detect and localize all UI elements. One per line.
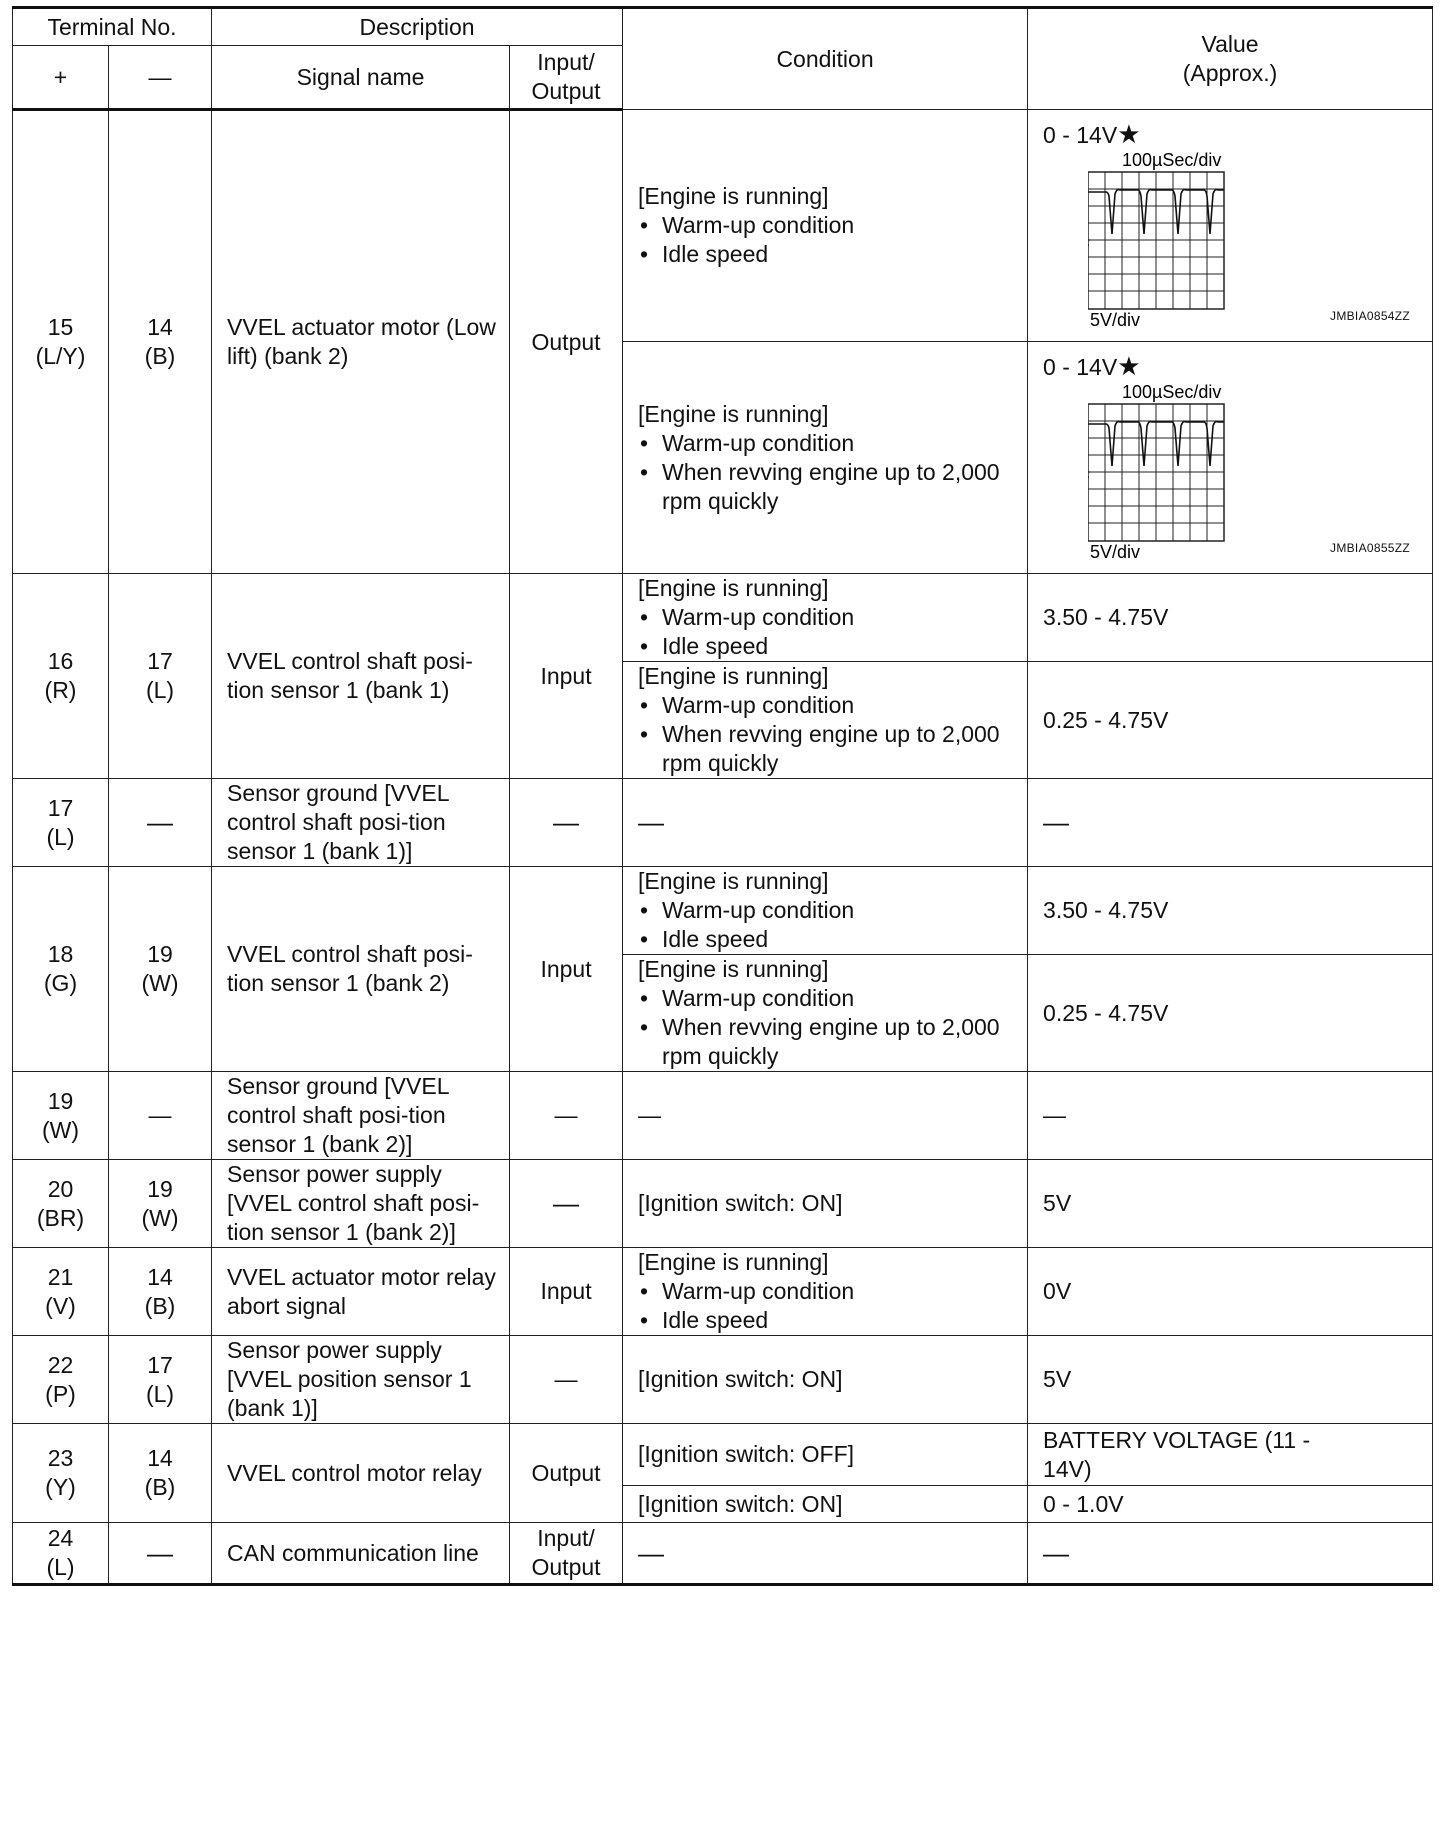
terminal-plus: 15 (L/Y) (13, 110, 109, 574)
signal-name: VVEL control shaft posi-tion sensor 1 (bank 2) (212, 867, 510, 1072)
terminal-plus: 23 (Y) (13, 1424, 109, 1523)
condition-cell: [Engine is running] • Warm-up condition • Idle speed (623, 110, 1028, 342)
io-type: Input (510, 574, 623, 779)
table-row (13, 1336, 1433, 1424)
condition-cell: [Engine is running] • Warm-up condition • Idle speed (623, 867, 1028, 955)
terminal-minus: 17 (L) (109, 574, 212, 779)
io-type: — (510, 1072, 623, 1160)
terminal-minus: — (109, 779, 212, 867)
terminal-plus: 20 (BR) (13, 1160, 109, 1248)
table-row (13, 110, 1433, 342)
value-waveform-cell (1028, 110, 1433, 342)
table-row (13, 1160, 1433, 1248)
time-div-label: 100µSec/div (1122, 384, 1222, 402)
terminal-plus: 21 (V) (13, 1248, 109, 1336)
condition-cell: [Engine is running] • Warm-up condition • Idle speed (623, 1248, 1028, 1336)
value-cell: BATTERY VOLTAGE (11 - 14V) (1028, 1424, 1433, 1486)
value-waveform-cell (1028, 342, 1433, 574)
terminal-minus: — (109, 1523, 212, 1585)
signal-name: VVEL control shaft posi-tion sensor 1 (bank 1) (212, 574, 510, 779)
header-value-line2: (Approx.) (1182, 60, 1278, 86)
io-type: Output (510, 1424, 623, 1523)
oscilloscope-waveform-2 (1088, 384, 1258, 562)
condition-cell: — (623, 1523, 1028, 1585)
value-cell: 3.50 - 4.75V (1028, 574, 1433, 662)
terminal-minus: 19 (W) (109, 867, 212, 1072)
value-cell: — (1028, 1523, 1433, 1585)
io-type: — (510, 779, 623, 867)
condition-cell: [Ignition switch: ON] (623, 1160, 1028, 1248)
value-cell: 5V (1028, 1160, 1433, 1248)
header-value (1028, 8, 1433, 110)
io-type: — (510, 1336, 623, 1424)
figure-id: JMBIA0855ZZ (1330, 541, 1411, 555)
condition-cell: [Ignition switch: ON] (623, 1336, 1028, 1424)
signal-name: VVEL actuator motor (Low lift) (bank 2) (212, 110, 510, 574)
header-plus: + (13, 46, 109, 110)
io-type: Input (510, 867, 623, 1072)
terminal-plus: 19 (W) (13, 1072, 109, 1160)
value-cell: 0 - 1.0V (1028, 1486, 1433, 1523)
value-text: 0 - 14V★ (1043, 351, 1141, 381)
terminal-plus: 18 (G) (13, 867, 109, 1072)
value-cell: 5V (1028, 1336, 1433, 1424)
condition-cell: [Ignition switch: ON] (623, 1486, 1028, 1523)
header-signal-name: Signal name (212, 46, 510, 110)
condition-cell: [Engine is running] • Warm-up condition • Idle speed (623, 574, 1028, 662)
volt-div-label: 5V/div (1090, 542, 1141, 562)
condition-cell: — (623, 779, 1028, 867)
value-cell: — (1028, 1072, 1433, 1160)
header-description: Description (212, 8, 623, 46)
header-terminal-no: Terminal No. (13, 8, 212, 46)
value-cell: — (1028, 779, 1433, 867)
signal-name: VVEL actuator motor relay abort signal (212, 1248, 510, 1336)
terminal-minus: 14 (B) (109, 110, 212, 574)
io-type: Output (510, 110, 623, 574)
value-cell: 0V (1028, 1248, 1433, 1336)
signal-name: Sensor ground [VVEL control shaft posi-tion sensor 1 (bank 2)] (212, 1072, 510, 1160)
table-row (13, 1072, 1433, 1160)
time-div-label: 100µSec/div (1122, 152, 1222, 170)
table-row (13, 1523, 1433, 1585)
signal-name: Sensor power supply [VVEL control shaft posi-tion sensor 1 (bank 2)] (212, 1160, 510, 1248)
terminal-minus: — (109, 1072, 212, 1160)
header-io-line1: Input/ (537, 49, 595, 75)
header-io (510, 46, 623, 110)
figure-id: JMBIA0854ZZ (1330, 309, 1411, 323)
terminal-minus: 14 (B) (109, 1248, 212, 1336)
io-type: Input/ Output (510, 1523, 623, 1585)
signal-name: CAN communication line (212, 1523, 510, 1585)
io-type: Input (510, 1248, 623, 1336)
header-io-line2: Output (531, 78, 601, 104)
table-row (13, 1248, 1433, 1336)
table-row (13, 574, 1433, 662)
terminal-plus: 16 (R) (13, 574, 109, 779)
header-value-line1: Value (1201, 31, 1259, 57)
terminal-minus: 19 (W) (109, 1160, 212, 1248)
condition-cell: [Ignition switch: OFF] (623, 1424, 1028, 1486)
table-row (13, 867, 1433, 955)
signal-name: VVEL control motor relay (212, 1424, 510, 1523)
value-cell: 0.25 - 4.75V (1028, 662, 1433, 779)
condition-cell: [Engine is running] • Warm-up condition • When revving engine up to 2,000 rpm quickly (623, 662, 1028, 779)
condition-cell: — (623, 1072, 1028, 1160)
terminal-plus: 22 (P) (13, 1336, 109, 1424)
value-text: 0 - 14V★ (1043, 119, 1141, 149)
terminal-minus: 17 (L) (109, 1336, 212, 1424)
volt-div-label: 5V/div (1090, 310, 1141, 330)
condition-cell: [Engine is running] • Warm-up condition • When revving engine up to 2,000 rpm quickly (623, 955, 1028, 1072)
value-cell: 3.50 - 4.75V (1028, 867, 1433, 955)
oscilloscope-waveform-1 (1088, 152, 1258, 330)
terminal-plus: 24 (L) (13, 1523, 109, 1585)
condition-cell: [Engine is running] • Warm-up condition • When revving engine up to 2,000 rpm quickly (623, 342, 1028, 574)
value-cell: 0.25 - 4.75V (1028, 955, 1433, 1072)
io-type: — (510, 1160, 623, 1248)
header-minus: — (109, 46, 212, 110)
terminal-minus: 14 (B) (109, 1424, 212, 1523)
signal-name: Sensor ground [VVEL control shaft posi-tion sensor 1 (bank 1)] (212, 779, 510, 867)
table-row (13, 779, 1433, 867)
terminal-plus: 17 (L) (13, 779, 109, 867)
header-condition: Condition (623, 8, 1028, 110)
terminal-table (12, 6, 1433, 1586)
terminal-table-page (12, 6, 1432, 1586)
signal-name: Sensor power supply [VVEL position sensor 1 (bank 1)] (212, 1336, 510, 1424)
table-row (13, 1424, 1433, 1486)
